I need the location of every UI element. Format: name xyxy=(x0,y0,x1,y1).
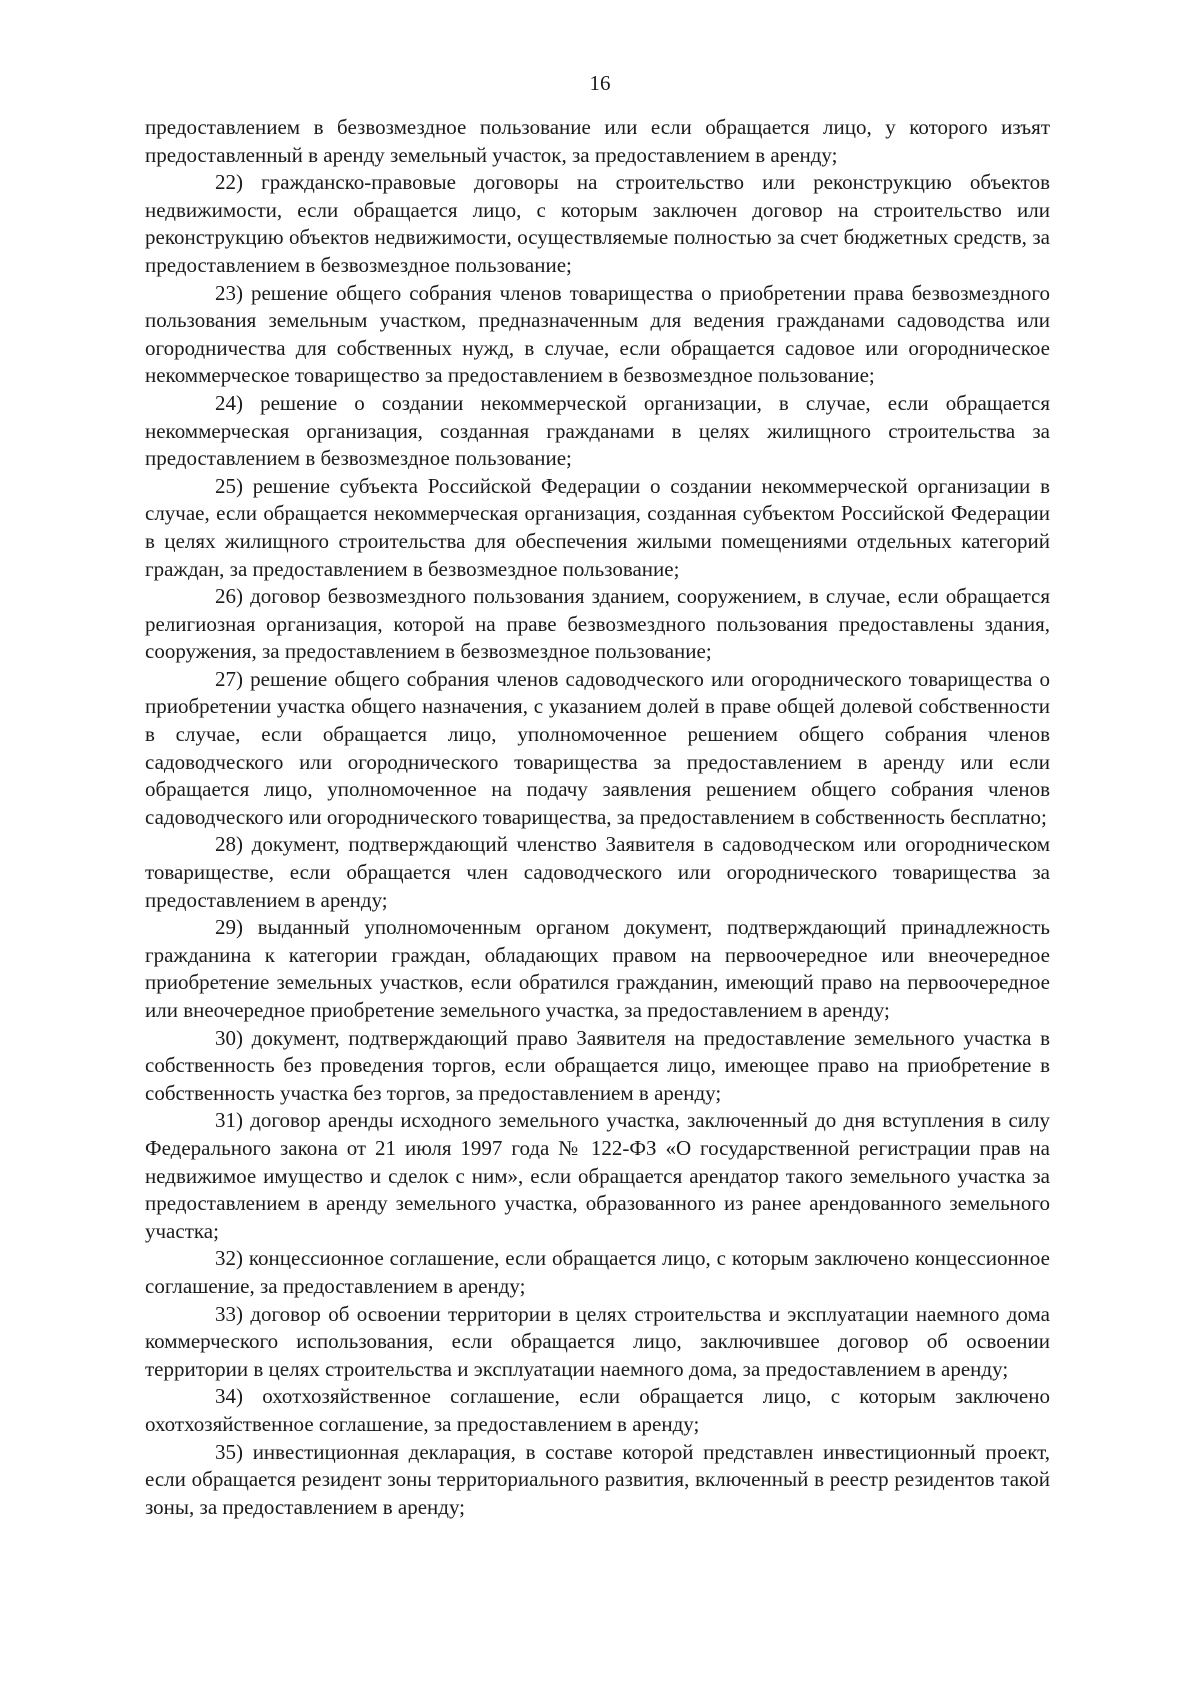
paragraph-item-29: 29) выданный уполномоченным органом документ, подтверждающий принадлежность гражданина к категории граждан, обладающих правом на первоочередное или внеочередное приобретение земельных участков, если обратился гражданин, имеющий право на первоочередное или внеочередное приобретение земельного участка, за предоставлением в аренду; xyxy=(145,915,1050,1022)
paragraph-item-30: 30) документ, подтверждающий право Заявителя на предоставление земельного участка в собственность без проведения торгов, если обращается лицо, имеющее право на приобретение в собственность участка без торгов, за предоставлением в аренду; xyxy=(145,1025,1050,1105)
paragraph-item-27: 27) решение общего собрания членов садоводческого или огороднического товарищества о приобретении участка общего назначения, с указанием долей в праве общей долевой собственности в случае, если обращается лицо, уполномоченное решением общего собрания членов садоводческого или огороднического товарищества за предоставлением в аренду или если обращается лицо, уполномоченное на подачу заявления решением общего собрания членов садоводческого или огороднического товарищества, за предоставлением в собственность бесплатно; xyxy=(145,666,1050,829)
paragraph-item-32: 32) концессионное соглашение, если обращается лицо, с которым заключено концессионное соглашение, за предоставлением в аренду; xyxy=(145,1246,1050,1298)
paragraph-item-22: 22) гражданско-правовые договоры на строительство или реконструкцию объектов недвижимости, если обращается лицо, с которым заключен договор на строительство или реконструкцию объектов недвижимости, осуществляемые полностью за счет бюджетных средств, за предоставлением в безвозмездное пользование; xyxy=(145,170,1050,277)
paragraph-item-33: 33) договор об освоении территории в целях строительства и эксплуатации наемного дома коммерческого использования, если обращается лицо, заключившее договор об освоении территории в целях строительства и эксплуатации наемного дома, за предоставлением в аренду; xyxy=(145,1301,1050,1381)
paragraph-item-31: 31) договор аренды исходного земельного участка, заключенный до дня вступления в силу Федерального закона от 21 июля 1997 года № 122-ФЗ «О государственной регистрации прав на недвижимое имущество и сделок с ним», если обращается арендатор такого земельного участка за предоставлением в аренду земельного участка, образованного из ранее арендованного земельного участка; xyxy=(145,1108,1050,1243)
paragraph-item-28: 28) документ, подтверждающий членство Заявителя в садоводческом или огородническом товариществе, если обращается член садоводческого или огороднического товарищества за предоставлением в аренду; xyxy=(145,832,1050,912)
document-body xyxy=(145,114,1050,1521)
page-number: 16 xyxy=(589,71,611,95)
paragraph-item-35: 35) инвестиционная декларация, в составе которой представлен инвестиционный проект, если обращается резидент зоны территориального развития, включенный в реестр резидентов такой зоны, за предоставлением в аренду; xyxy=(145,1439,1050,1519)
paragraph-item-23: 23) решение общего собрания членов товарищества о приобретении права безвозмездного пользования земельным участком, предназначенным для ведения гражданами садоводства или огородничества для собственных нужд, в случае, если обращается садовое или огородническое некоммерческое товарищество за предоставлением в безвозмездное пользование; xyxy=(145,280,1050,388)
paragraph-item-24: 24) решение о создании некоммерческой организации, в случае, если обращается некоммерческая организация, созданная гражданами в целях жилищного строительства за предоставлением в безвозмездное пользование; xyxy=(145,390,1050,471)
paragraph-item-34: 34) охотхозяйственное соглашение, если обращается лицо, с которым заключено охотхозяйственное соглашение, за предоставлением в аренду; xyxy=(145,1384,1050,1436)
paragraph-item-26: 26) договор безвозмездного пользования зданием, сооружением, в случае, если обращается религиозная организация, которой на праве безвозмездного пользования предоставлены здания, сооружения, за предоставлением в безвозмездное пользование; xyxy=(145,584,1050,664)
paragraph-item-25: 25) решение субъекта Российской Федерации о создании некоммерческой организации в случае, если обращается некоммерческая организация, созданная субъектом Российской Федерации в целях жилищного строительства для обеспечения жилыми помещениями отдельных категорий граждан, за предоставлением в безвозмездное пользование; xyxy=(145,473,1050,581)
paragraph-continuation: предоставлением в безвозмездное пользование или если обращается лицо, у которого изъят предоставленный в аренду земельный участок, за предоставлением в аренду; xyxy=(145,115,1050,167)
